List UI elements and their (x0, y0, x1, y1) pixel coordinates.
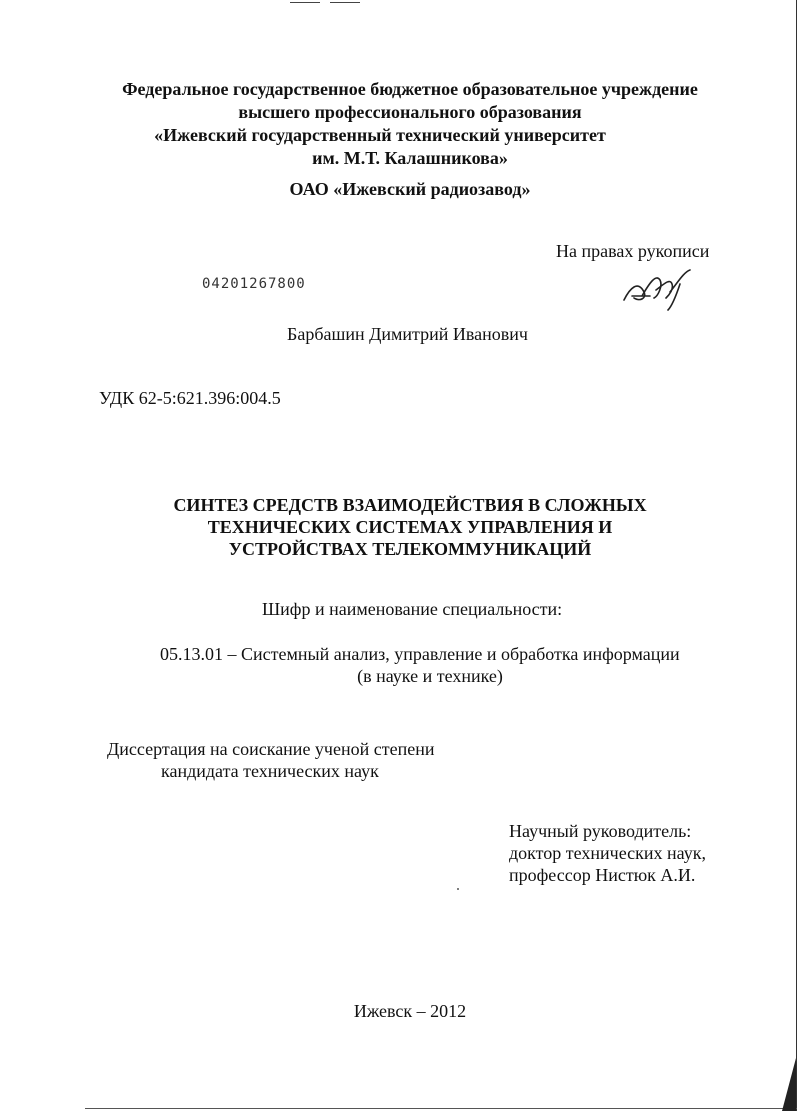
speck (457, 888, 459, 890)
signature-icon (620, 262, 700, 312)
scan-mark (330, 2, 360, 3)
university-line-2: им. М.Т. Калашникова» (312, 148, 508, 168)
partner-organization: ОАО «Ижевский радиозавод» (289, 179, 531, 199)
manuscript-note: На правах рукописи (556, 241, 710, 261)
scan-mark (290, 2, 320, 3)
registration-number: 04201267800 (202, 276, 306, 292)
scan-corner-mark (778, 1058, 797, 1111)
title-line-3: УСТРОЙСТВАХ ТЕЛЕКОММУНИКАЦИЙ (228, 539, 592, 559)
supervisor-label: Научный руководитель: (509, 821, 692, 841)
dissertation-line-1: Диссертация на соискание ученой степени (107, 739, 435, 759)
scan-edge (85, 1108, 797, 1109)
supervisor-name: профессор Нистюк А.И. (509, 865, 696, 885)
supervisor-degree: доктор технических наук, (509, 843, 706, 863)
university-line-1: «Ижевский государственный технический университет (154, 125, 606, 145)
specialty-code: 05.13.01 – Системный анализ, управление и обработка информации (160, 644, 680, 664)
title-line-1: СИНТЕЗ СРЕДСТВ ВЗАИМОДЕЙСТВИЯ В СЛОЖНЫХ (173, 495, 647, 515)
udc-code: УДК 62-5:621.396:004.5 (99, 388, 281, 408)
specialty-label: Шифр и наименование специальности: (262, 599, 563, 619)
institution-line-1: Федеральное государственное бюджетное образовательное учреждение (122, 79, 698, 99)
dissertation-line-2: кандидата технических наук (161, 761, 379, 781)
institution-line-2: высшего профессионального образования (238, 102, 582, 122)
specialty-detail: (в науке и технике) (357, 666, 503, 686)
city-year: Ижевск – 2012 (353, 1001, 467, 1021)
author-name: Барбашин Димитрий Иванович (287, 324, 528, 344)
title-line-2: ТЕХНИЧЕСКИХ СИСТЕМАХ УПРАВЛЕНИЯ И (207, 517, 613, 537)
